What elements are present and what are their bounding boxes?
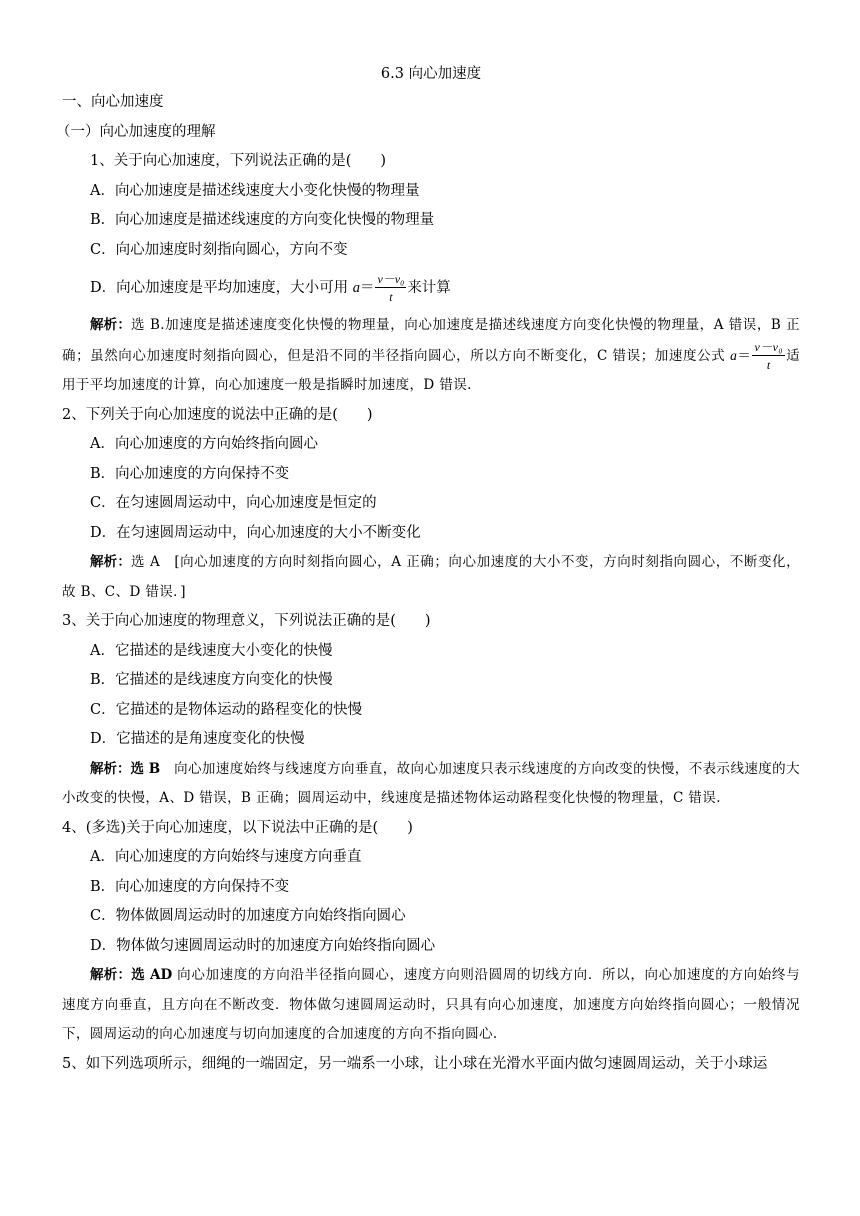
option-d: D．物体做匀速圆周运动时的加速度方向始终指向圆心	[90, 937, 436, 954]
option-b: B．向心加速度是描述线速度的方向变化快慢的物理量	[90, 212, 435, 228]
analysis-label: 解析：选 B	[90, 760, 161, 777]
analysis-paragraph	[62, 961, 800, 1050]
fraction-denominator: t	[766, 358, 771, 372]
option-b: B．它描述的是线速度方向变化的快慢	[90, 672, 333, 688]
fraction-denominator: t	[389, 290, 393, 304]
option-c: C．向心加速度时刻指向圆心，方向不变	[90, 241, 348, 258]
analysis-paragraph	[62, 311, 800, 401]
analysis-text: 向心加速度的方向沿半径指向圆心，速度方向则沿圆周的切线方向．所以，向心加速度的方向始终与速度方向垂直，且方向在不断改变．物体做匀速圆周运动时，只具有向心加速度，加速度方向始终指向圆心；一般情况下，圆周运动的向心加速度与切向加速度的合加速度的方向不指向圆心.	[62, 967, 800, 1042]
question-1	[62, 147, 800, 401]
option-b: B．向心加速度的方向保持不变	[90, 465, 290, 482]
formula-symbol-a: a	[730, 347, 738, 363]
fraction-numerator: v－v₀	[377, 272, 405, 286]
question-stem: 1、关于向心加速度，下列说法正确的是( )	[90, 153, 387, 169]
option-d: D．在匀速圆周运动中，向心加速度的大小不断变化	[90, 524, 421, 541]
formula-equals: ＝	[737, 347, 752, 364]
question-stem: 2、下列关于向心加速度的说法中正确的是( )	[62, 406, 373, 423]
analysis-text-continued: 适用于平均加速度的计算，向心加速度一般是指瞬时加速度，D 错误.	[62, 347, 801, 393]
formula-symbol-a: a	[352, 280, 360, 296]
question-4	[62, 814, 800, 1050]
option-d	[62, 265, 800, 311]
question-5	[62, 1050, 800, 1080]
option-d-suffix: 来计算	[407, 280, 451, 296]
formula-fraction	[375, 273, 406, 303]
analysis-label: 解析：	[90, 554, 132, 570]
analysis-label: 解析：选 AD	[90, 967, 173, 983]
option-d-text: D．向心加速度是平均加速度，大小可用	[90, 280, 353, 296]
analysis-text: 选 A [向心加速度的方向时刻指向圆心，A 正确；向心加速度的大小不变，方向时刻指向圆心，不断变化，故 B、C、D 错误．]	[62, 554, 800, 600]
analysis-label: 解析：	[90, 317, 132, 333]
formula-fraction	[752, 341, 784, 371]
question-2	[62, 401, 800, 608]
option-c: C．它描述的是物体运动的路程变化的快慢	[90, 701, 363, 718]
analysis-text: 选 B.加速度是描述速度变化快慢的物理量，向心加速度是描述线速度方向变化快慢的物理量，A 错误，B 正确；虽然向心加速度时刻指向圆心，但是沿不同的半径指向圆心，所以方向不断变化，C 错误；加速度公式	[62, 317, 801, 364]
analysis-paragraph	[62, 548, 800, 607]
question-3	[62, 607, 800, 814]
option-b: B．向心加速度的方向保持不变	[90, 878, 290, 895]
option-a: A．向心加速度的方向始终与速度方向垂直	[90, 849, 362, 865]
analysis-text: 向心加速度始终与线速度方向垂直，故向心加速度只表示线速度的方向改变的快慢，不表示线速度的大小改变的快慢，A、D 错误，B 正确；圆周运动中，线速度是描述物体运动路程变化快慢的物理量，C 错误.	[62, 760, 800, 806]
option-a: A．它描述的是线速度大小变化的快慢	[90, 642, 333, 659]
option-a: A．向心加速度是描述线速度大小变化快慢的物理量	[90, 182, 420, 199]
question-stem: 4、(多选)关于向心加速度，以下说法中正确的是( )	[62, 819, 413, 836]
section-heading: 一、向心加速度	[62, 94, 164, 110]
question-stem: 3、关于向心加速度的物理意义，下列说法正确的是( )	[62, 613, 431, 629]
question-stem: 5、如下列选项所示，细绳的一端固定，另一端系一小球，让小球在光滑水平面内做匀速圆周运动，关于小球运	[62, 1055, 768, 1072]
subsection-heading: （一）向心加速度的理解	[56, 123, 216, 140]
fraction-numerator: v－v₀	[754, 340, 783, 354]
option-d: D．它描述的是角速度变化的快慢	[90, 731, 305, 747]
formula-equals: ＝	[359, 280, 375, 296]
document-title: 6.3 向心加速度	[380, 66, 482, 82]
option-a: A．向心加速度的方向始终指向圆心	[90, 436, 318, 452]
option-c: C．在匀速圆周运动中，向心加速度是恒定的	[90, 495, 377, 511]
analysis-paragraph	[62, 755, 800, 814]
option-c: C．物体做圆周运动时的加速度方向始终指向圆心	[90, 908, 406, 924]
